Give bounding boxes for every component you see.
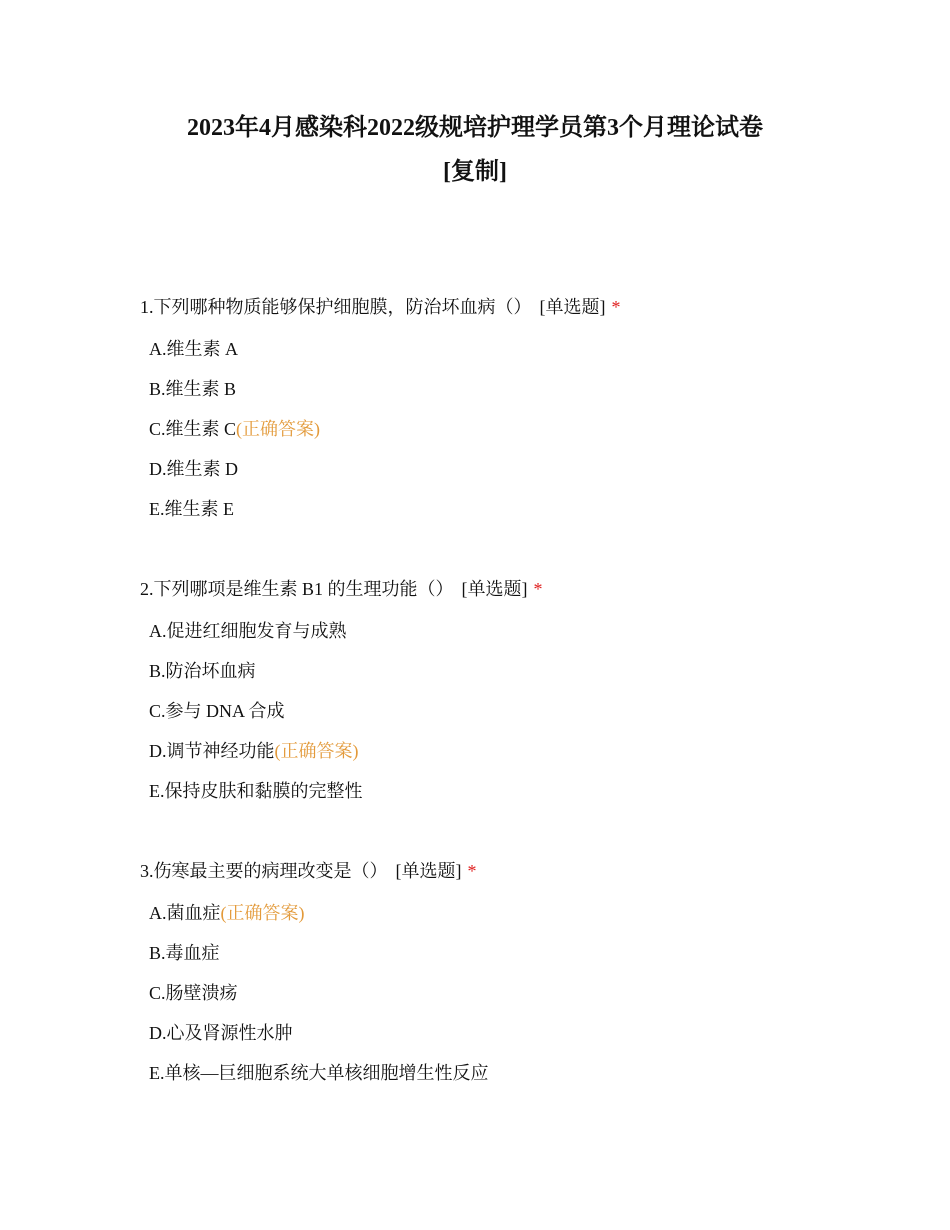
option-a[interactable] (149, 616, 860, 656)
correct-answer-tag: (正确答案) (220, 903, 305, 923)
option-label: D.调节神经功能 (149, 741, 275, 761)
correct-answer-tag: (正确答案) (236, 419, 321, 439)
question-text: 2.下列哪项是维生素 B1 的生理功能（） (140, 579, 454, 599)
option-label: D.维生素 D (149, 459, 238, 479)
correct-answer-tag: (正确答案) (274, 741, 359, 761)
required-marker: * (467, 861, 477, 881)
document-title (0, 106, 950, 194)
option-e[interactable] (149, 1058, 860, 1098)
question-1 (140, 292, 860, 534)
option-label: A.维生素 A (149, 339, 238, 359)
title-line-2: [复制] (443, 159, 507, 185)
option-label: E.维生素 E (149, 499, 234, 519)
option-label: C.维生素 C (149, 419, 237, 439)
option-b[interactable] (149, 656, 860, 696)
option-d[interactable] (149, 454, 860, 494)
option-c[interactable] (149, 414, 860, 454)
option-label: E.单核—巨细胞系统大单核细胞增生性反应 (149, 1063, 489, 1083)
required-marker: * (611, 297, 621, 317)
option-list (140, 616, 860, 816)
option-label: B.防治坏血病 (149, 661, 256, 681)
option-c[interactable] (149, 978, 860, 1018)
question-type: [单选题] (539, 297, 606, 317)
option-label: B.维生素 B (149, 379, 237, 399)
question-text-row (140, 856, 860, 886)
option-label: A.菌血症 (149, 903, 221, 923)
question-2 (140, 574, 860, 816)
option-label: C.参与 DNA 合成 (149, 701, 285, 721)
option-e[interactable] (149, 776, 860, 816)
option-label: E.保持皮肤和黏膜的完整性 (149, 781, 363, 801)
option-d[interactable] (149, 736, 860, 776)
question-text-row (140, 574, 860, 604)
option-b[interactable] (149, 374, 860, 414)
question-3 (140, 856, 860, 1098)
option-c[interactable] (149, 696, 860, 736)
option-b[interactable] (149, 938, 860, 978)
option-list (140, 898, 860, 1098)
option-label: B.毒血症 (149, 943, 220, 963)
option-label: D.心及肾源性水肿 (149, 1023, 293, 1043)
question-text: 1.下列哪种物质能够保护细胞膜，防治坏血病（） (140, 297, 532, 317)
title-line-1: 2023年4月感染科2022级规培护理学员第3个月理论试卷 (187, 115, 763, 141)
required-marker: * (533, 579, 543, 599)
option-list (140, 334, 860, 534)
question-text-row (140, 292, 860, 322)
option-a[interactable] (149, 334, 860, 374)
question-type: [单选题] (395, 861, 462, 881)
option-a[interactable] (149, 898, 860, 938)
option-d[interactable] (149, 1018, 860, 1058)
option-e[interactable] (149, 494, 860, 534)
option-label: C.肠壁溃疡 (149, 983, 238, 1003)
question-text: 3.伤寒最主要的病理改变是（） (140, 861, 388, 881)
question-type: [单选题] (461, 579, 528, 599)
option-label: A.促进红细胞发育与成熟 (149, 621, 347, 641)
